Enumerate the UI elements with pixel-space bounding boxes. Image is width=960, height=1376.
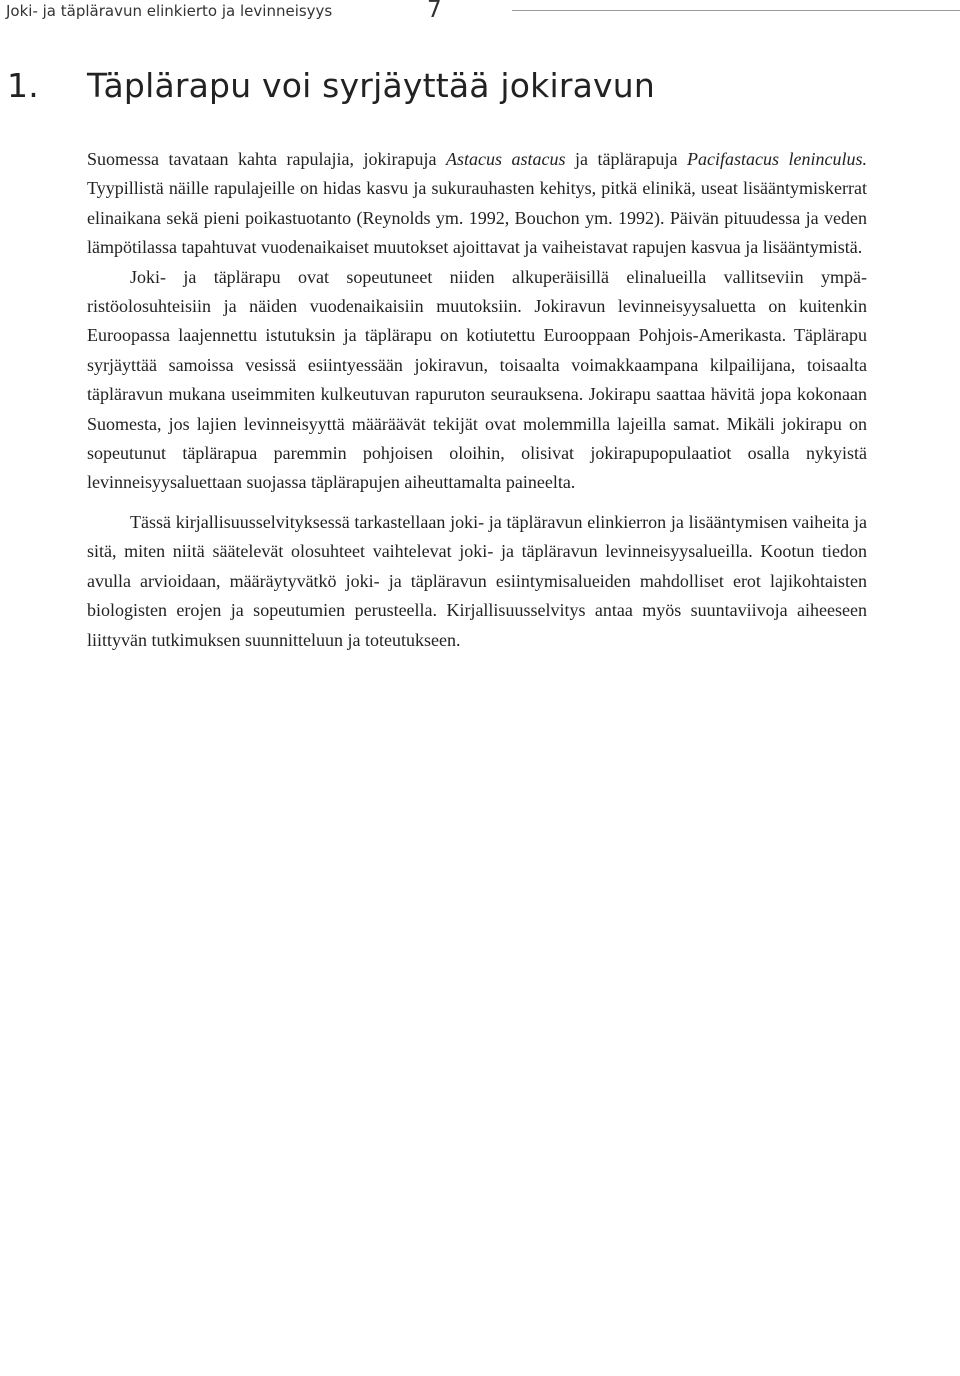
paragraph-1-text-b: ja täplärapuja [565,149,687,169]
header-rule [512,10,960,11]
chapter-number: 1. [7,66,39,105]
species-name-pacifastacus: Pacifastacus leninculus. [686,149,867,169]
body-text [87,145,867,655]
paragraph-3: Tässä kirjallisuusselvityksessä tarkastellaan joki- ja täpläravun elinkierron ja lisääntymisen vaiheita ja sitä, miten niitä säätelevät olosuhteet vaihtelevat joki- ja täpläravun levinneisyysalueilla. Kootun tiedon avulla arvioidaan, määräytyvätkö joki- ja täpläravun esiintymisalueiden mahdolliset erot lajikohtaisten biologisten erojen ja sopeutumien perusteella. Kirjallisuusselvitys antaa myös suuntaviivoja aiheeseen liittyvän tutkimuksen suunnitteluun ja toteutukseen. [87,511,867,650]
chapter-title-text: Täplärapu voi syrjäyttää jokiravun [87,66,655,105]
paragraph-1-text-a: Suomessa tavataan kahta rapulajia, jokirapuja [87,149,446,169]
running-header [0,0,960,30]
paragraph-2: Joki- ja täplärapu ovat sopeutuneet niiden alkuperäisillä elinalueilla vallitseviin ympäristöolosuhteisiin ja näiden vuodenaikaisiin muutoksiin. Jokiravun levinneisyysaluetta on kuitenkin Euroopassa laajennettu istutuksin ja täplärapu on kotiutettu Eurooppaan Pohjois-Amerikasta. Täplärapu syrjäyttää samoissa vesissä esiintyessään jokiravun, toisaalta voimakkaampana kilpailijana, toisaalta täpläravun mukana useimmiten kulkeutuvan rapuruton seurauksena. Jokirapu saattaa hävitä jopa kokonaan Suomesta, jos lajien levinneisyyttä määräävät tekijät ovat molemmilla lajeilla samat. Mikäli jokirapu on sopeutunut täplärapua paremmin pohjoisen oloihin, olisivat jokirapupopulaatiot osalla nykyistä levinneisyysaluettaan suojassa täplärapujen aiheuttamalta paineelta. [87,266,867,493]
paragraph-1 [87,145,867,263]
running-header-title: Joki- ja täpläravun elinkierto ja levinneisyys [6,2,333,20]
paragraph-1-text-c: Tyypillistä näille rapulajeille on hidas kasvu ja sukurauhasten kehitys, pitkä elinikä, useat lisääntymiskerrat elinaikana sekä pieni poikastuotanto (Reynolds ym. 1992, Bouchon ym. 1992). Päivän pituudessa ja veden lämpötilassa tapahtuvat vuodenaikaiset muutokset ajoittavat ja vaiheistavat rapujen kasvua ja lisääntymistä. [87,178,867,258]
page-number: 7 [427,0,442,23]
chapter-title [7,66,655,105]
species-name-astacus: Astacus astacus [445,149,566,169]
